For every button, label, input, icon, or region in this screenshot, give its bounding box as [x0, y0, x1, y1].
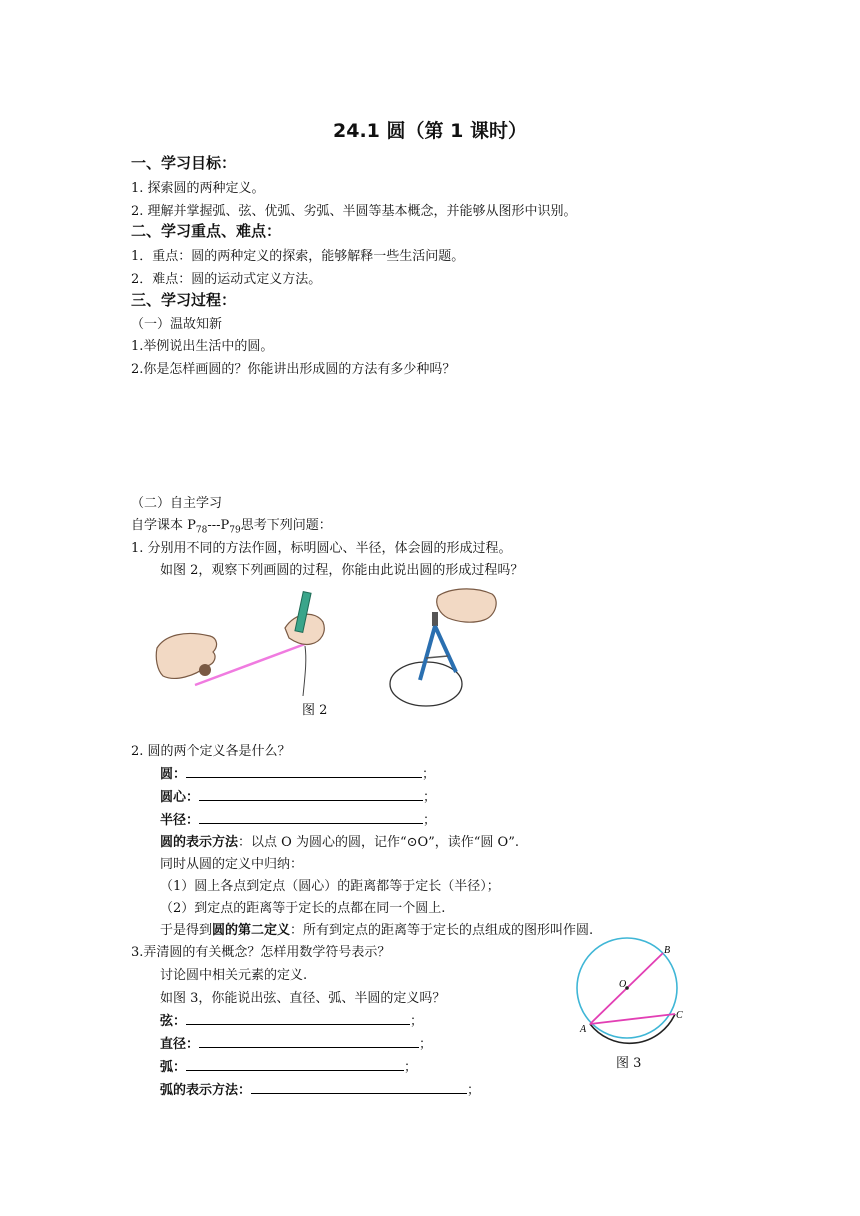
- definition-center-line: [160, 786, 436, 805]
- label-c: C: [676, 1010, 683, 1021]
- review-item: 2.你是怎样画圆的？你能讲出形成圆的方法有多少种吗？: [131, 362, 456, 377]
- drawn-circle: [390, 662, 462, 706]
- definition-label: 弧的表示方法：: [160, 1083, 252, 1098]
- question-3: 3.弄清圆的有关概念？怎样用数学符号表示？: [131, 945, 391, 960]
- question-3-a: 讨论圆中相关元素的定义.: [160, 968, 308, 983]
- hand-icon: [437, 589, 496, 622]
- section-heading-process: 三、学习过程：: [131, 291, 237, 309]
- definition-label: 半径：: [160, 813, 200, 828]
- summary-point-2: （2）到定点的距离等于定长的点都在同一个圆上.: [160, 901, 446, 916]
- second-definition: [160, 919, 593, 938]
- self-study-intro: [131, 514, 332, 536]
- answer-blank[interactable]: [199, 811, 423, 824]
- answer-blank[interactable]: [186, 1058, 404, 1071]
- notation-label: 圆的表示方法: [160, 835, 239, 850]
- definition-end: ；: [467, 1083, 481, 1098]
- figure-2-string-drawing: [155, 590, 325, 700]
- second-definition-a: 于是得到: [160, 923, 213, 938]
- figure-2-compass-drawing: [388, 586, 503, 721]
- label-a: A: [580, 1024, 587, 1035]
- self-study-intro-a: 自学课本 P: [131, 518, 196, 533]
- page-ref-start: 78: [195, 525, 208, 536]
- definition-end: ；: [404, 1060, 418, 1075]
- goal-item: 1. 探索圆的两种定义。: [131, 181, 265, 196]
- subsection-heading-self-study: （二）自主学习: [131, 496, 223, 511]
- figure-3-circle: [570, 940, 690, 1040]
- second-definition-b: ：所有到定点的距离等于定长的点组成的图形叫作圆.: [290, 923, 594, 938]
- keypoint-item: 2．难点：圆的运动式定义方法。: [131, 272, 322, 287]
- self-study-intro-mid: ---P: [207, 518, 230, 533]
- definition-label: 弦：: [160, 1014, 187, 1029]
- answer-blank[interactable]: [186, 765, 422, 778]
- summary-point-1: （1）圆上各点到定点（圆心）的距离都等于定长（半径）；: [160, 879, 500, 894]
- subsection-heading-review: （一）温故知新: [131, 317, 223, 332]
- definition-end: ；: [410, 1014, 424, 1029]
- answer-blank[interactable]: [199, 1035, 419, 1048]
- notation-line: [160, 831, 519, 850]
- definition-end: ；: [423, 813, 437, 828]
- definition-circle-line: [160, 763, 435, 782]
- question-1-sub: 如图 2，观察下列画圆的过程，你能由此说出圆的形成过程吗？: [160, 563, 524, 578]
- figure-3-caption: 图 3: [616, 1056, 642, 1071]
- definition-diameter-line: [160, 1033, 432, 1052]
- page-title: 24.1 圆（第 1 课时）: [333, 120, 527, 142]
- answer-blank[interactable]: [186, 1012, 410, 1025]
- compass-icon: [420, 612, 456, 680]
- answer-blank[interactable]: [199, 788, 423, 801]
- definition-end: ；: [419, 1037, 433, 1052]
- section-heading-keypoints: 二、学习重点、难点：: [131, 222, 282, 240]
- answer-blank[interactable]: [251, 1081, 467, 1094]
- keypoint-item: 1．重点：圆的两种定义的探索，能够解释一些生活问题。: [131, 249, 465, 264]
- self-study-intro-b: 思考下列问题：: [240, 518, 332, 533]
- definition-end: ；: [422, 767, 436, 782]
- definition-chord-line: [160, 1010, 423, 1029]
- summary-intro: 同时从圆的定义中归纳：: [160, 857, 304, 872]
- section-heading-goals: 一、学习目标：: [131, 154, 237, 172]
- page-ref-end: 79: [229, 525, 241, 536]
- definition-arc-notation-line: [160, 1079, 480, 1098]
- label-b: B: [664, 945, 671, 956]
- review-item: 1.举例说出生活中的圆。: [131, 339, 274, 354]
- definition-arc-line: [160, 1056, 417, 1075]
- definition-label: 圆心：: [160, 790, 200, 805]
- definition-label: 圆：: [160, 767, 187, 782]
- goal-item: 2. 理解并掌握弧、弦、优弧、劣弧、半圆等基本概念，并能够从图形中识别。: [131, 204, 577, 219]
- definition-label: 直径：: [160, 1037, 200, 1052]
- question-2: 2. 圆的两个定义各是什么？: [131, 744, 291, 759]
- definition-label: 弧：: [160, 1060, 187, 1075]
- notation-text: ：以点 O 为圆心的圆，记作“⊙O”，读作“圆 O”.: [238, 835, 519, 850]
- question-1: 1. 分别用不同的方法作圆，标明圆心、半径，体会圆的形成过程。: [131, 541, 512, 556]
- second-definition-bold: 圆的第二定义: [212, 923, 291, 938]
- definition-radius-line: [160, 809, 436, 828]
- figure-2-caption: 图 2: [302, 703, 328, 718]
- definition-end: ；: [423, 790, 437, 805]
- question-3-b: 如图 3，你能说出弦、直径、弧、半圆的定义吗？: [160, 991, 446, 1006]
- label-o: O: [619, 979, 627, 990]
